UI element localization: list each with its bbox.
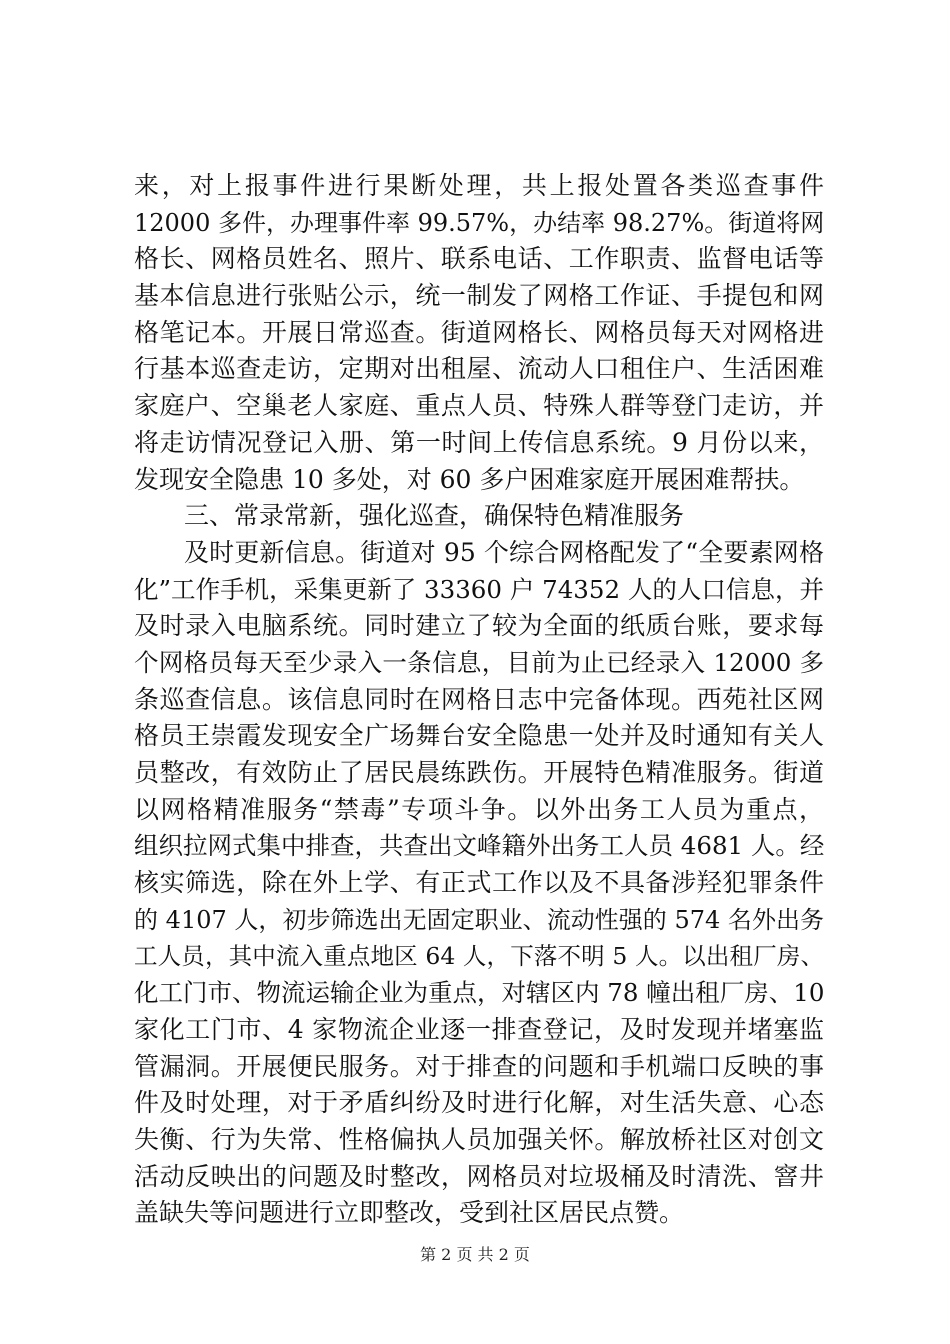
paragraph-line: 工人员，其中流入重点地区 64 人，下落不明 5 人。以出租厂房、 — [134, 942, 824, 971]
paragraph-line: 家庭户、空巢老人家庭、重点人员、特殊人群等登门走访，并 — [134, 391, 824, 421]
paragraph-line: 个网格员每天至少录入一条信息，目前为止已经录入 12000 多 — [134, 647, 824, 677]
paragraph-line-last: 发现安全隐患 10 多处，对 60 多户困难家庭开展困难帮扶。 — [134, 464, 805, 494]
paragraph-line: 基本信息进行张贴公示，统一制发了网格工作证、手提包和网 — [134, 281, 824, 311]
paragraph-line: 格员王崇霞发现安全广场舞台安全隐患一处并及时通知有关人 — [134, 721, 824, 751]
paragraph-first-line: 及时更新信息。街道对 95 个综合网格配发了“全要素网格 — [184, 537, 824, 567]
paragraph-line: 格长、网格员姓名、照片、联系电话、工作职责、监督电话等 — [134, 244, 824, 274]
paragraph-line: 活动反映出的问题及时整改，网格员对垃圾桶及时清洗、窨井 — [134, 1161, 824, 1191]
paragraph-line: 来，对上报事件进行果断处理，共上报处置各类巡查事件 — [134, 171, 824, 200]
paragraph-line: 12000 多件，办理事件率 99.57%，办结率 98.27%。街道将网 — [134, 208, 824, 237]
paragraph-line: 以网格精准服务“禁毒”专项斗争。以外出务工人员为重点， — [134, 794, 824, 824]
paragraph-line: 格笔记本。开展日常巡查。街道网格长、网格员每天对网格进 — [134, 317, 824, 347]
paragraph-line: 管漏洞。开展便民服务。对于排查的问题和手机端口反映的事 — [134, 1051, 824, 1081]
paragraph-line: 将走访情况登记入册、第一时间上传信息系统。9 月份以来， — [134, 427, 824, 457]
paragraph-line-last: 盖缺失等问题进行立即整改，受到社区居民点赞。 — [134, 1198, 685, 1228]
paragraph-line: 核实筛选，除在外上学、有正式工作以及不具备涉羟犯罪条件 — [134, 868, 824, 898]
document-body — [134, 168, 824, 1232]
paragraph-line: 化”工作手机，采集更新了 33360 户 74352 人的人口信息，并 — [134, 574, 824, 604]
paragraph-line: 员整改，有效防止了居民晨练跌伤。开展特色精准服务。街道 — [134, 758, 824, 787]
paragraph-line: 组织拉网式集中排查，共查出文峰籍外出务工人员 4681 人。经 — [134, 831, 824, 861]
paragraph-line: 件及时处理，对于矛盾纠纷及时进行化解，对生活失意、心态 — [134, 1088, 824, 1118]
paragraph-line: 的 4107 人，初步筛选出无固定职业、流动性强的 574 名外出务 — [134, 905, 824, 934]
paragraph-line: 家化工门市、4 家物流企业逐一排查登记，及时发现并堵塞监 — [134, 1014, 824, 1044]
paragraph-line: 行基本巡查走访，定期对出租屋、流动人口租住户、生活困难 — [134, 354, 824, 384]
paragraph-line: 及时录入电脑系统。同时建立了较为全面的纸质台账，要求每 — [134, 611, 824, 641]
section-heading: 三、常录常新，强化巡查，确保特色精准服务 — [184, 501, 685, 531]
page-footer: 第 2 页 共 2 页 — [420, 1245, 530, 1264]
paragraph-line: 化工门市、物流运输企业为重点，对辖区内 78 幢出租厂房、10 — [134, 978, 824, 1008]
paragraph-line: 失衡、行为失常、性格偏执人员加强关怀。解放桥社区对创文 — [134, 1124, 824, 1154]
paragraph-line: 条巡查信息。该信息同时在网格日志中完备体现。西苑社区网 — [134, 684, 824, 714]
